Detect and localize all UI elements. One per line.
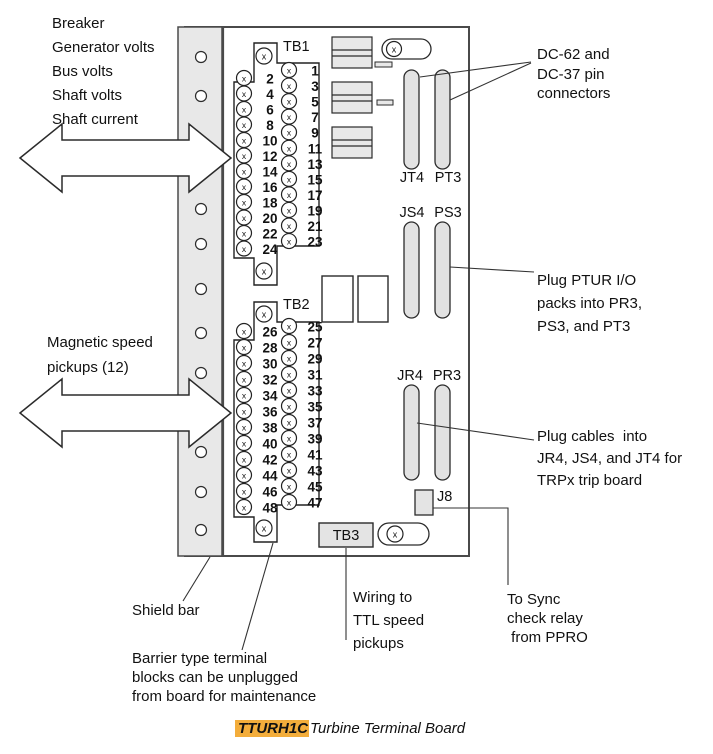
terminal-x-mark: x [241,502,247,513]
terminal-number: 15 [307,172,323,188]
signal-label: Shaft volts [52,87,123,104]
terminal-x-mark: x [241,374,247,385]
wiring-note: Wiring to [353,589,413,606]
connector-jr4 [404,385,419,480]
terminal-number: 45 [307,479,323,495]
tb3-label: TB3 [332,528,360,544]
dc-connectors-note: DC-62 and [537,46,610,63]
terminal-x-mark: x [286,321,292,332]
terminal-x-mark: x [286,112,292,123]
cables-note: TRPx trip board [537,472,643,489]
terminal-x-mark: x [286,401,292,412]
terminal-x-mark: x [286,417,292,428]
dc-connectors-note: DC-37 pin [537,66,605,83]
terminal-number: 35 [307,399,323,415]
signal-label: Bus volts [52,63,113,80]
terminal-x-mark: x [241,73,247,84]
terminal-number: 21 [307,219,323,234]
signal-arrow-top [20,124,231,192]
terminal-number: 8 [266,118,274,133]
terminal-x-mark: x [286,449,292,460]
terminal-number: 16 [262,180,278,195]
x-mark: x [392,529,398,540]
terminal-x-mark: x [241,358,247,369]
terminal-number: 39 [307,431,323,447]
terminal-x-mark: x [286,143,292,154]
terminal-x-mark: x [241,89,247,99]
shield-bar-hole [196,91,207,102]
terminal-x-mark: x [286,189,292,200]
terminal-number: 1 [311,63,319,79]
terminal-number: 12 [262,149,278,164]
terminal-x-mark: x [241,151,247,161]
terminal-x-mark: x [286,465,292,476]
terminal-x-mark: x [241,244,247,254]
shield-bar-hole [196,525,207,536]
terminal-number: 17 [307,187,323,203]
connector-j8 [415,490,433,515]
terminal-x-mark: x [286,337,292,348]
signal-label: Breaker [52,15,105,32]
barrier-note: from board for maintenance [132,688,317,705]
terminal-x-mark: x [241,486,247,497]
terminal-x-mark: x [286,236,292,247]
signal-arrow-bottom [20,379,231,447]
shield-bar-hole [196,284,207,295]
terminal-number: 6 [266,102,274,118]
jt4-label: JT4 [399,170,425,186]
terminal-number: 24 [262,242,278,257]
terminal-x-mark: x [241,390,247,401]
terminal-number: 29 [307,351,323,367]
dc-connectors-note: connectors [537,85,611,102]
barrier-note: blocks can be unplugged [132,669,298,686]
sync-note: To Sync [507,591,561,608]
component-square [358,276,388,322]
x-mark: x [261,309,267,320]
terminal-number: 2 [266,71,274,87]
terminal-number: 23 [307,234,323,250]
connector-ps3 [435,222,450,318]
cables-note: JR4, JS4, and JT4 for [537,450,683,467]
terminal-x-mark: x [241,342,247,353]
terminal-number: 26 [262,324,278,340]
terminal-number: 48 [262,500,278,516]
pr3-label: PR3 [432,368,462,384]
terminal-number: 19 [307,203,323,219]
terminal-number: 22 [262,226,278,242]
pt3-label: PT3 [434,170,462,186]
terminal-number: 5 [311,94,319,110]
terminal-x-mark: x [286,96,292,107]
ps3-label: PS3 [434,205,462,221]
terminal-number: 28 [262,340,278,356]
sync-note: from PPRO [507,629,588,646]
ptur-note: Plug PTUR I/O [537,272,637,289]
x-mark: x [391,44,397,55]
relay-module-stack [332,37,372,158]
sync-note: check relay [507,610,583,627]
terminal-x-mark: x [286,174,292,185]
terminal-x-mark: x [241,166,247,177]
terminal-number: 36 [262,404,278,420]
terminal-x-mark: x [286,65,292,76]
signal-label: Generator volts [52,39,155,56]
terminal-x-mark: x [241,213,247,223]
shield-bar-hole [196,368,207,379]
terminal-number: 47 [307,495,323,511]
terminal-x-mark: x [286,127,292,138]
signal-label: Shaft current [52,111,138,128]
tb1-label: TB1 [283,39,310,55]
terminal-number: 33 [307,383,323,399]
terminal-number: 32 [262,372,278,388]
shield-bar-hole [196,239,207,250]
terminal-number: 38 [262,420,278,436]
terminal-number: 18 [262,195,278,211]
terminal-x-mark: x [241,422,247,433]
terminal-number: 40 [262,436,278,452]
shield-bar-label: Shield bar [132,602,200,619]
x-mark: x [261,51,267,62]
terminal-x-mark: x [286,433,292,444]
terminal-number: 11 [307,141,323,157]
terminal-x-mark: x [241,135,247,146]
x-mark: x [261,266,267,277]
wiring-note: pickups [353,635,404,652]
terminal-x-mark: x [241,228,247,239]
magnetic-pickups-label: Magnetic speed [47,334,153,351]
terminal-number: 13 [307,156,323,172]
shield-bar-hole [196,487,207,498]
terminal-number: 27 [307,335,323,351]
tb2-label: TB2 [283,297,310,313]
terminal-x-mark: x [241,197,247,208]
cables-note: Plug cables into [537,428,648,445]
terminal-x-mark: x [286,205,292,216]
terminal-x-mark: x [241,120,247,130]
jr4-label: JR4 [397,368,423,384]
barrier-leader [242,543,273,650]
terminal-x-mark: x [286,221,292,231]
connector-pt3 [435,70,450,169]
caption-board-name: TTURH1C [238,720,308,737]
terminal-number: 44 [262,468,278,484]
terminal-number: 3 [311,79,319,95]
shield-bar-leader [183,557,210,601]
terminal-x-mark: x [241,470,247,481]
wiring-note: TTL speed [353,612,425,629]
terminal-number: 41 [307,447,323,463]
shield-bar-hole [196,328,207,339]
terminal-x-mark: x [286,481,292,492]
terminal-number: 43 [307,463,323,479]
caption-title: Turbine Terminal Board [310,720,466,737]
terminal-number: 20 [262,211,278,226]
terminal-x-mark: x [241,406,247,417]
terminal-x-mark: x [286,369,292,380]
component-square [322,276,353,322]
terminal-x-mark: x [241,454,247,465]
terminal-number: 9 [311,125,319,141]
terminal-x-mark: x [286,158,292,169]
terminal-number: 14 [262,164,278,180]
terminal-x-mark: x [286,385,292,396]
terminal-number: 31 [307,367,323,383]
shield-bar-hole [196,52,207,63]
j8-label: J8 [437,489,453,505]
terminal-x-mark: x [241,438,247,449]
js4-label: JS4 [399,205,425,221]
terminal-x-mark: x [241,326,247,337]
terminal-number: 25 [307,319,323,335]
jumper-tick [377,100,393,105]
ptur-note: PS3, and PT3 [537,318,631,335]
terminal-x-mark: x [241,104,247,115]
terminal-number: 7 [311,110,319,126]
shield-bar-hole [196,204,207,215]
connector-pr3 [435,385,450,480]
terminal-number: 34 [262,388,278,404]
ptur-note: packs into PR3, [537,295,643,312]
terminal-number: 37 [307,415,323,431]
terminal-x-mark: x [286,497,292,508]
shield-bar-hole [196,447,207,458]
terminal-number: 42 [262,452,278,468]
connector-js4 [404,222,419,318]
terminal-number: 10 [262,133,278,149]
terminal-number: 46 [262,484,278,500]
terminal-number: 30 [262,356,278,372]
terminal-number: 4 [266,87,274,102]
magnetic-pickups-label: pickups (12) [47,359,129,376]
terminal-x-mark: x [241,182,247,192]
x-mark: x [261,523,267,534]
jumper-tick [375,62,392,67]
connector-jt4 [404,70,419,169]
terminal-x-mark: x [286,353,292,364]
terminal-x-mark: x [286,81,292,92]
barrier-note: Barrier type terminal [132,650,268,667]
